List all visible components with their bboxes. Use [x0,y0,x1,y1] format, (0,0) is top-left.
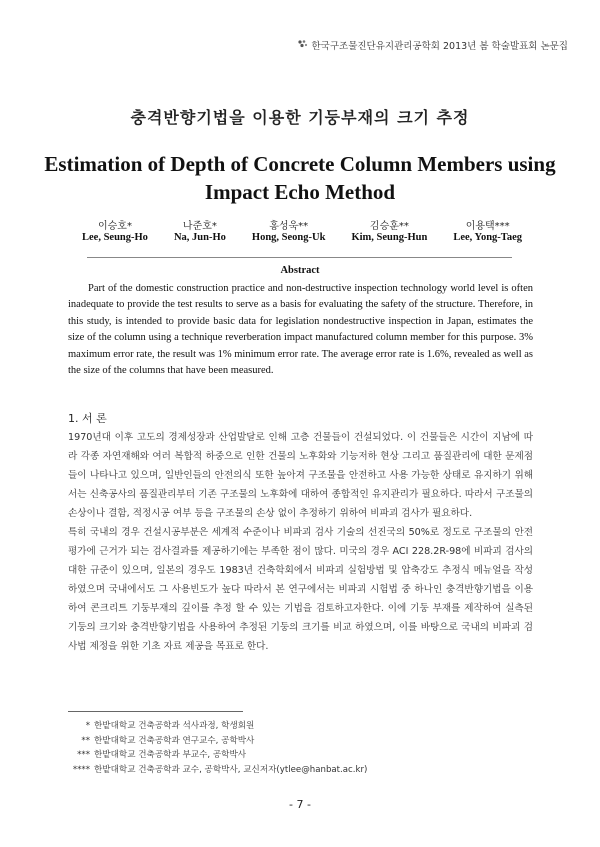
author [351,217,427,243]
author-english-name: Lee, Seung-Ho [82,232,148,243]
author-korean-name: 김승훈** [369,221,409,232]
body-paragraph: 특히 국내의 경우 건설시공부분은 세계적 수준이나 비파괴 검사 기술의 선진국의 50%로 정도로 구조물의 안전평가에 근거가 되는 검사결과를 제공하기에는 부족한 점이 많다. 미국의 경우 ACI 228.2R-98에 비파괴 검사의 대한 규준이 있으며, 일본의 경우도 1983년 건축학회에서 비파괴 실험방법 및 압축강도 추정식 메뉴얼을 작성 하였으며 국내에서도 그 사용빈도가 높다 따라서 본 연구에서는 비파괴 시험법 중 하나인 충격반향기법을 이용하여 콘크리트 기둥부재의 깊이를 추정 할 수 있는 기법을 검토하고자한다. 이에 기둥 부재를 제작하여 실측된 기둥의 크기와 충격반향기법을 사용하여 추정된 기둥의 크기를 비교 하였으며, 이를 바탕으로 국내의 비파괴 검사법 제정을 위한 기초 자료 제공을 목표로 한다. [68,527,533,652]
english-title-line-2: Impact Echo Method [204,180,396,204]
author [252,217,326,243]
footnote [68,719,538,734]
page-number: - 7 - [289,798,311,811]
author-korean-name: 이승호* [97,221,132,232]
footnotes [68,719,538,777]
author [453,217,522,243]
footnote-text: 한밭대학교 건축공학과 연구교수, 공학박사 [94,735,255,746]
journal-header-text: 한국구조물진단유지관리공학회 2013년 봄 학술발표회 논문집 [311,41,568,52]
title-divider [87,257,512,258]
author-list [82,217,522,243]
author-english-name: Hong, Seong-Uk [251,232,326,243]
author-korean-name: 나준호* [182,221,217,232]
footnote-mark: ** [81,735,90,746]
footnote [68,763,538,778]
footnote [68,748,538,763]
dot-cluster-logo-icon [297,39,308,52]
footnote-divider [68,711,243,712]
footnote-mark: *** [77,750,90,760]
footnote-mark: * [85,721,90,731]
author [82,217,148,243]
section-heading-introduction: 1. 서 론 [68,412,107,425]
footnote-text: 한밭대학교 건축공학과 부교수, 공학박사 [94,750,247,760]
footnote [68,734,538,749]
footnote-text: 한밭대학교 건축공학과 석사과정, 학생회원 [94,721,255,731]
author [174,217,226,243]
author-korean-name: 이용택*** [465,221,510,232]
author-english-name: Kim, Seung-Hun [351,232,428,243]
author-english-name: Na, Jun-Ho [173,232,226,243]
body-paragraph: 1970년대 이후 고도의 경제성장과 산업발달로 인해 고층 건물들이 건설되었다. 이 건물들은 시간이 지남에 따라 각종 자연재해와 여러 복합적 하중으로 인한 건물의 노후화와 기능저하 현상 그리고 품질관리에 대한 문제점들이 나타나고 있으며, 일반인들의 안전의식 또한 높아져 구조물을 안전하고 사용 가능한 상태로 유지하기 위해서는 신축공사의 품질관리부터 기존 구조물의 노후화에 대하여 종합적인 유지관리가 필요하다. 따라서 구조물의 손상이나 결함, 적정시공 여부 등을 구조물의 손상 없이 추정하기 위하여 비파괴 검사가 필요하다. [68,432,533,519]
journal-header [297,38,568,52]
korean-title: 충격반향기법을 이용한 기둥부재의 크기 추정 [130,108,470,127]
abstract-heading: Abstract [280,265,320,276]
author-korean-name: 홍성욱** [269,221,309,232]
english-title [0,150,600,206]
author-english-name: Lee, Yong-Taeg [453,232,522,243]
abstract-text: Part of the domestic construction practice and non-destructive inspection technology world level is often inadequate to provide the test results to serve as a basis for evaluating the safety of the structure. Therefore, in this study, is intended to provide basic data for legislation nondestructive inspection in Japan, estimates the size of the column using a technique reverberation impact manufactured column member for this purpose. 3% maximum error rate, the result was 1% minimum error rate. The average error rate is 1.6%, revealed as well as the size of the columns that have been measured. [68,283,533,377]
footnote-mark: **** [72,764,90,775]
footnote-text: 한밭대학교 건축공학과 교수, 공학박사, 교신저자(ytlee@hanbat.ac.kr) [94,764,368,775]
english-title-line-1: Estimation of Depth of Concrete Column Members using [44,152,556,176]
introduction-body [68,428,533,656]
